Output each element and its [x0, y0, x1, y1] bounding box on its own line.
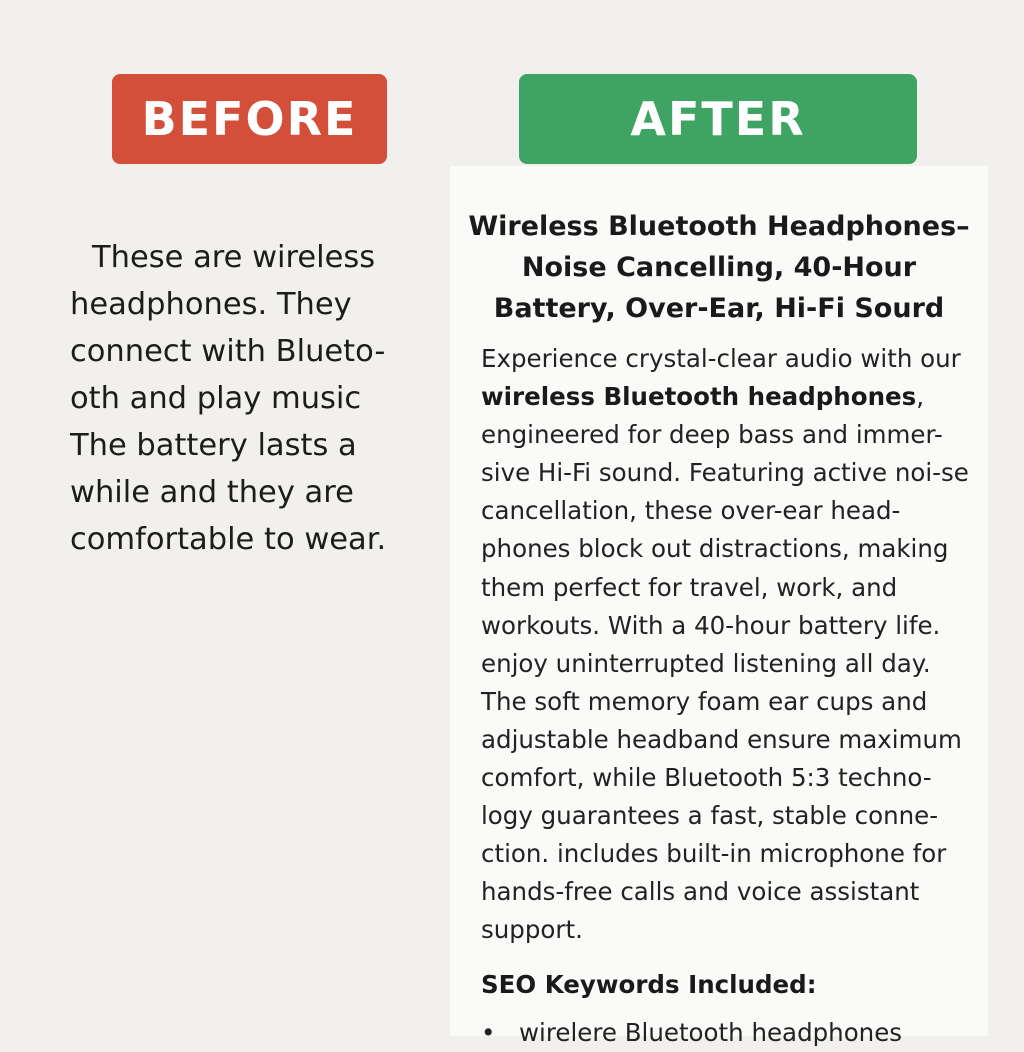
before-line: oth and play music	[70, 381, 362, 416]
before-line: comfortable to wear.	[70, 522, 387, 557]
before-label: BEFORE	[141, 92, 358, 146]
description-intro: Experience crystal-clear audio with our	[481, 344, 961, 373]
title-line: Noise Cancelling, 40-Hour	[521, 252, 917, 283]
before-line: These are wireless	[92, 240, 376, 275]
product-description	[481, 340, 981, 950]
before-line: connect with Blueto-	[70, 334, 386, 369]
title-line: Wireless Bluetooth Headphones–	[468, 211, 970, 242]
before-description	[70, 234, 415, 563]
before-line: The battery lasts a	[70, 428, 357, 463]
bullet-icon: •	[481, 1018, 496, 1047]
before-line: headphones. They	[70, 287, 352, 322]
before-badge	[112, 74, 387, 164]
seo-keyword: wirelere Bluetooth headphones	[519, 1018, 903, 1047]
description-keyword: wireless Bluetooth headphones	[481, 382, 917, 412]
after-card	[450, 166, 988, 1047]
seo-heading: SEO Keywords Included:	[481, 970, 817, 999]
seo-keyword-item	[481, 1014, 902, 1052]
after-label: AFTER	[630, 92, 806, 146]
title-line: Battery, Over-Ear, Hi-Fi Sourd	[493, 293, 945, 324]
before-line: while and they are	[70, 475, 354, 510]
product-title	[464, 206, 974, 329]
description-rest: , engineered for deep bass and immer-sive Hi-Fi sound. Featuring active noi-se cancellation, these over-ear head-phones block out distractions, making them perfect for travel, work, and workouts. With a 40-hour battery life. enjoy uninterrupted listening all day. The soft memory foam ear cups and adjustable headband ensure maximum comfort, while Bluetooth 5:3 techno-logy guarantees a fast, stable conne-ction. includes built-in microphone for hands-free calls and voice assistant support.	[481, 382, 969, 945]
after-badge	[519, 74, 917, 164]
